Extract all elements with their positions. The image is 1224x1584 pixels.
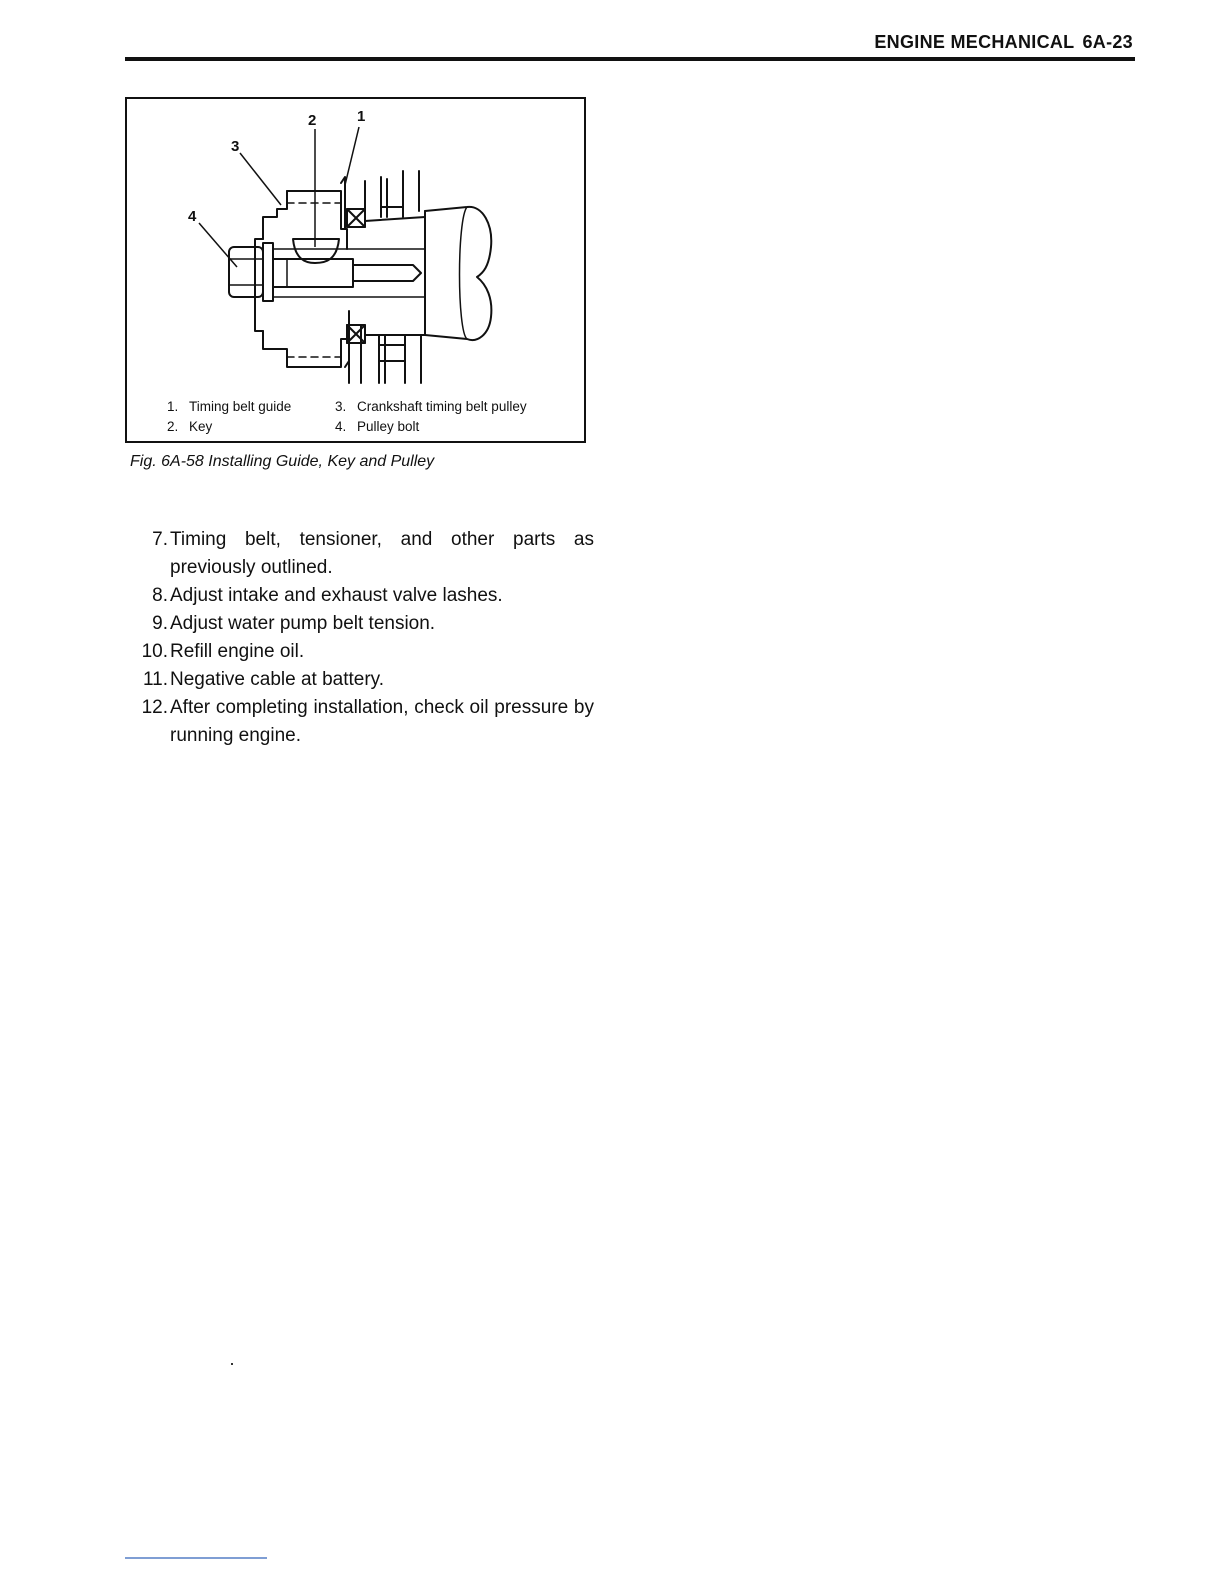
step-number: 11.: [142, 669, 168, 690]
header-section: ENGINE MECHANICAL: [874, 32, 1075, 52]
callout-2: 2: [308, 112, 317, 129]
step-item: [128, 526, 594, 582]
figure-legend: [167, 397, 527, 437]
step-text: Timing belt, tensioner, and other parts as previously outlined.: [170, 529, 594, 578]
legend-label: Timing belt guide: [189, 399, 292, 414]
step-text: Adjust water pump belt tension.: [170, 613, 436, 634]
legend-num: 2.: [167, 419, 179, 434]
legend-num: 4.: [335, 419, 347, 434]
step-item: [128, 582, 594, 610]
figure-panel: [125, 97, 586, 443]
legend-item-4: [335, 417, 503, 437]
step-text: After completing installation, check oil pressure by running engine.: [170, 697, 594, 746]
step-number: 10.: [141, 641, 168, 662]
step-text: Adjust intake and exhaust valve lashes.: [170, 585, 503, 606]
legend-item-3: [335, 397, 527, 417]
footer-rule: [125, 1557, 267, 1559]
crankshaft-pulley-diagram: [127, 99, 584, 389]
callout-1: 1: [357, 108, 366, 125]
step-item: [128, 694, 594, 750]
step-item: [128, 666, 594, 694]
page-header: [125, 30, 1135, 64]
procedure-steps: [128, 526, 594, 750]
legend-item-2: [167, 417, 335, 437]
legend-label: Key: [189, 419, 213, 434]
legend-num: 1.: [167, 399, 179, 414]
scan-speck: [231, 1363, 233, 1365]
header-rule: [125, 57, 1135, 61]
step-number: 8.: [152, 585, 168, 606]
step-number: 12.: [141, 697, 168, 718]
callout-4: 4: [188, 208, 197, 225]
step-number: 9.: [152, 613, 168, 634]
header-title: [874, 32, 1133, 53]
figure-caption: Fig. 6A-58 Installing Guide, Key and Pulley: [130, 453, 435, 470]
header-page-number: 6A-23: [1082, 32, 1133, 52]
legend-num: 3.: [335, 399, 347, 414]
callout-3: 3: [231, 138, 240, 155]
legend-label: Pulley bolt: [357, 419, 420, 434]
legend-label: Crankshaft timing belt pulley: [357, 399, 527, 414]
step-number: 7.: [152, 529, 168, 550]
legend-item-1: [167, 397, 335, 417]
step-item: [128, 610, 594, 638]
step-item: [128, 638, 594, 666]
step-text: Negative cable at battery.: [170, 669, 385, 690]
step-text: Refill engine oil.: [170, 641, 305, 662]
